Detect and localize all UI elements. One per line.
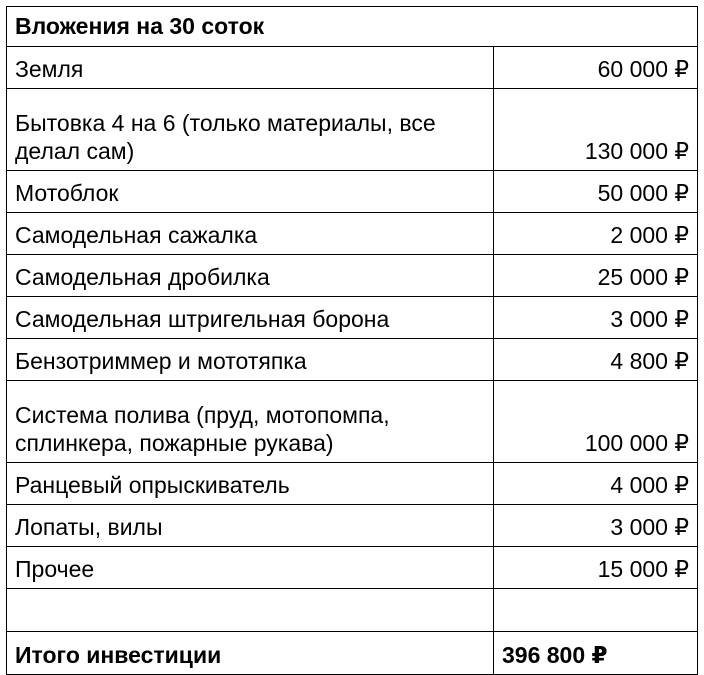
- item-amount-cell[interactable]: 3 000 ₽: [494, 297, 698, 339]
- empty-cell[interactable]: [7, 589, 494, 632]
- item-amount-cell[interactable]: 15 000 ₽: [494, 547, 698, 589]
- item-amount-cell[interactable]: 4 000 ₽: [494, 463, 698, 505]
- item-amount-cell[interactable]: 130 000 ₽: [494, 89, 698, 171]
- item-amount-cell[interactable]: 25 000 ₽: [494, 255, 698, 297]
- item-name-cell[interactable]: Земля: [7, 47, 494, 89]
- item-amount-cell[interactable]: 4 800 ₽: [494, 339, 698, 381]
- table-row: [7, 47, 698, 89]
- item-name-cell[interactable]: Самодельная сажалка: [7, 213, 494, 255]
- investment-table: [6, 6, 698, 675]
- item-name-cell[interactable]: Система полива (пруд, мотопомпа, сплинкера, пожарные рукава): [7, 381, 494, 463]
- item-amount-cell[interactable]: 3 000 ₽: [494, 505, 698, 547]
- table-row: [7, 547, 698, 589]
- title-row: [7, 7, 698, 47]
- item-name-cell[interactable]: Прочее: [7, 547, 494, 589]
- item-name-cell[interactable]: Бензотриммер и мототяпка: [7, 339, 494, 381]
- table-row: [7, 297, 698, 339]
- table-title[interactable]: Вложения на 30 соток: [7, 7, 698, 47]
- item-amount-cell[interactable]: 100 000 ₽: [494, 381, 698, 463]
- item-name-cell[interactable]: Мотоблок: [7, 171, 494, 213]
- total-amount-cell[interactable]: 396 800 ₽: [494, 632, 698, 675]
- table-row: [7, 89, 698, 171]
- table-row: [7, 171, 698, 213]
- total-row: [7, 632, 698, 675]
- item-name-cell[interactable]: Бытовка 4 на 6 (только материалы, все делал сам): [7, 89, 494, 171]
- empty-cell[interactable]: [494, 589, 698, 632]
- table-row: [7, 339, 698, 381]
- table-row: [7, 213, 698, 255]
- item-name-cell[interactable]: Самодельная дробилка: [7, 255, 494, 297]
- item-amount-cell[interactable]: 2 000 ₽: [494, 213, 698, 255]
- item-name-cell[interactable]: Лопаты, вилы: [7, 505, 494, 547]
- item-amount-cell[interactable]: 60 000 ₽: [494, 47, 698, 89]
- item-name-cell[interactable]: Ранцевый опрыскиватель: [7, 463, 494, 505]
- item-amount-cell[interactable]: 50 000 ₽: [494, 171, 698, 213]
- table-row: [7, 255, 698, 297]
- table-row: [7, 463, 698, 505]
- empty-row: [7, 589, 698, 632]
- table-row: [7, 381, 698, 463]
- total-label-cell[interactable]: Итого инвестиции: [7, 632, 494, 675]
- table-row: [7, 505, 698, 547]
- item-name-cell[interactable]: Самодельная штригельная борона: [7, 297, 494, 339]
